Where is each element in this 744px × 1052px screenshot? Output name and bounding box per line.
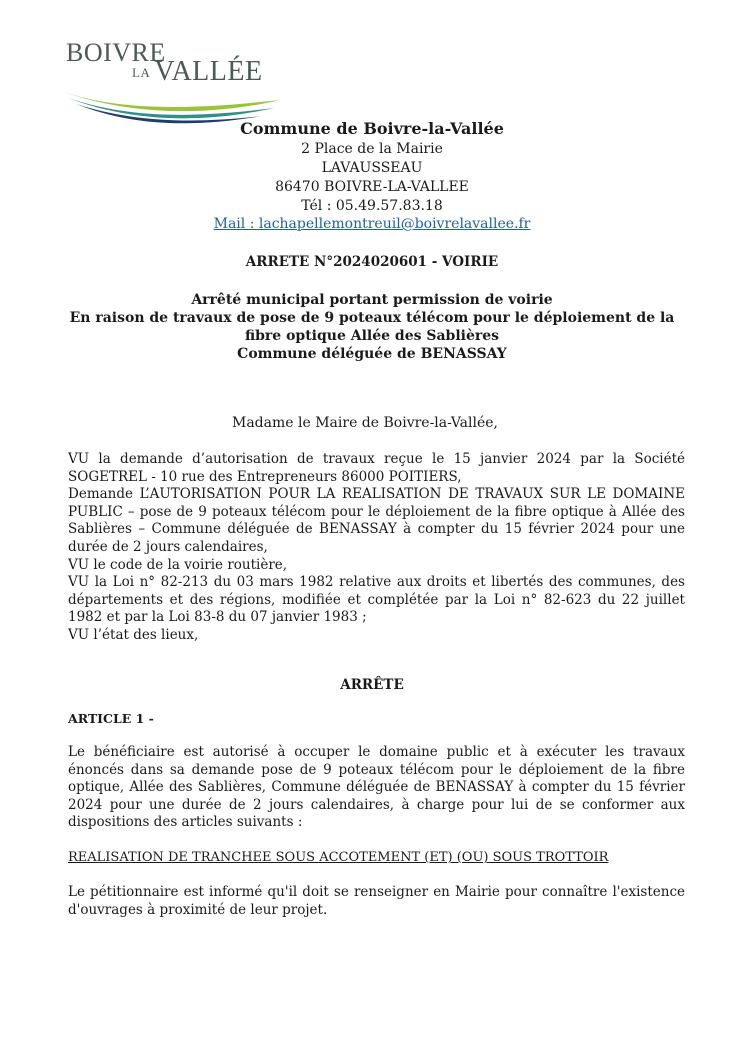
logo-text-vallee (132, 56, 263, 88)
municipality-logo (62, 38, 282, 128)
organization-name: Commune de Boivre-la-Vallée (240, 119, 504, 138)
vu-paragraph-5: VU l’état des lieux, (68, 626, 199, 643)
arrete-number: ARRETE N°2024020601 - VOIRIE (245, 254, 499, 270)
realisation-heading: REALISATION DE TRANCHEE SOUS ACCOTEMENT (ET) (OU) SOUS TROTTOIR (68, 850, 609, 865)
address-line-1: 2 Place de la Mairie (301, 141, 443, 157)
vu-paragraph-2: Demande L’AUTORISATION POUR LA REALISATION DE TRAVAUX SUR LE DOMAINE PUBLIC – pose de 9 poteaux télécom pour le déploiement de la fibre optique à Allée des Sablières – Commune déléguée de BENASSAY à compter du 15 février 2024 pour une durée de 2 jours calendaires, (68, 486, 685, 555)
subject-line-3: fibre optique Allée des Sablières (244, 328, 500, 344)
petitioner-info-paragraph: Le pétitionnaire est informé qu'il doit se renseigner en Mairie pour connaître l'existence d'ouvrages à proximité de leur projet. (68, 884, 685, 918)
subject-line-4: Commune déléguée de BENASSAY (237, 346, 507, 362)
subject-line-1: Arrêté municipal portant permission de voirie (191, 292, 553, 308)
email-link-text[interactable]: Mail : lachapellemontreuil@boivrelavallee.fr (213, 216, 531, 232)
vu-paragraph-1: VU la demande d’autorisation de travaux reçue le 15 janvier 2024 par la Société SOGETREL - 10 rue des Entrepreneurs 86000 POITIERS, (68, 451, 685, 485)
logo-text-vallee-word: VALLÉE (154, 56, 263, 87)
article-1-heading: ARTICLE 1 - (68, 711, 154, 726)
vu-paragraph-4: VU la Loi n° 82-213 du 03 mars 1982 relative aux droits et libertés des communes, des départements et des régions, modifiée et complétée par la Loi n° 82-623 du 22 juillet 1982 et par la Loi 83-8 du 07 janvier 1983 ; (68, 574, 685, 626)
petitioner-info (68, 884, 685, 919)
salutation: Madame le Maire de Boivre-la-Vallée, (232, 415, 498, 431)
phone-number: Tél : 05.49.57.83.18 (301, 198, 443, 214)
logo-text-boivre: BOIVRE (66, 38, 166, 67)
email-link[interactable] (0, 216, 744, 232)
address-line-2: LAVAUSSEAU (321, 160, 423, 176)
vu-section (68, 451, 685, 645)
article-1-paragraph: Le bénéficiaire est autorisé à occuper le domaine public et à exécuter les travaux énoncés dans sa demande pose de 9 poteaux télécom pour le déploiement de la fibre optique, Allée des Sablières, Commune déléguée de BENASSAY à compter du 15 février 2024 pour une durée de 2 jours calendaires, à charge pour lui de se conformer aux dispositions des articles suivants : (68, 744, 685, 831)
address-line-3: 86470 BOIVRE-LA-VALLEE (275, 179, 469, 195)
subject-block (0, 291, 744, 363)
vu-paragraph-3: VU le code de la voirie routière, (68, 556, 288, 573)
arrete-heading: ARRÊTE (340, 677, 404, 693)
subject-line-2: En raison de travaux de pose de 9 poteaux télécom pour le déploiement de la (69, 310, 675, 326)
logo-text-la: LA (132, 65, 151, 80)
article-1-body (68, 744, 685, 832)
